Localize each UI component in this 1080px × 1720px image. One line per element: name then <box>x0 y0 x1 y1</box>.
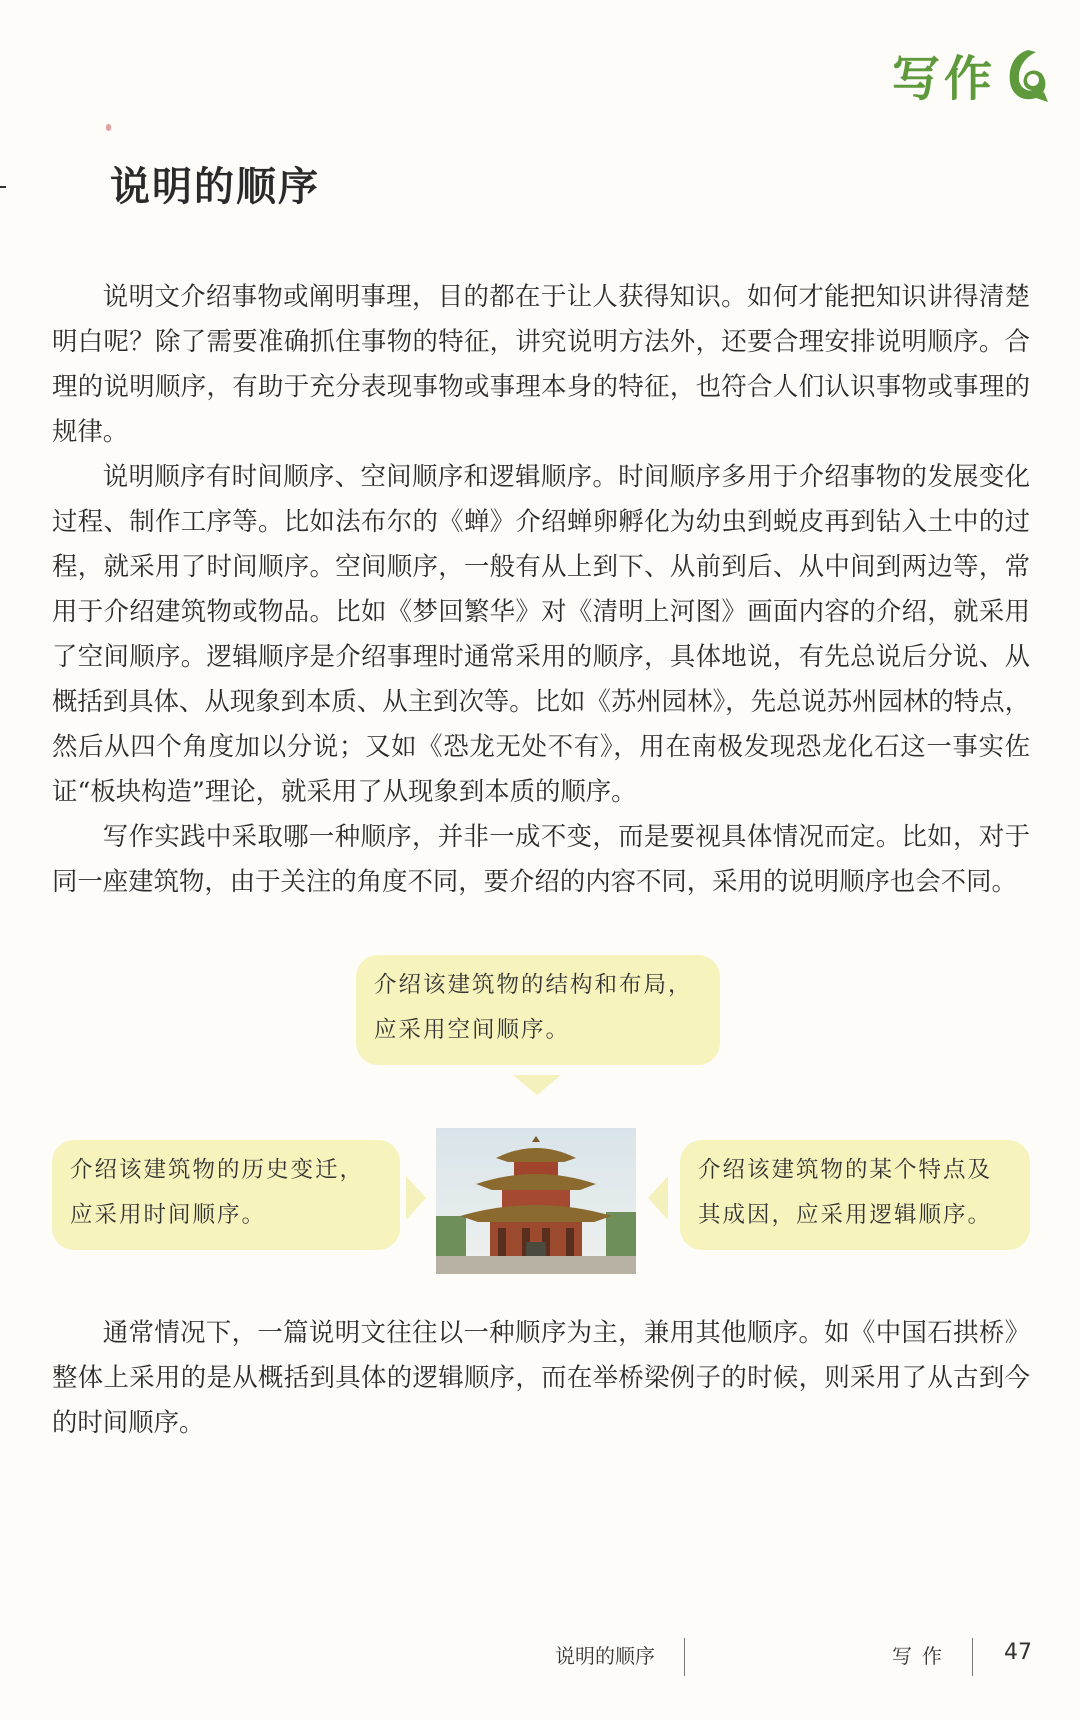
paragraph-types: 说明顺序有时间顺序、空间顺序和逻辑顺序。时间顺序多用于介绍事物的发展变化过程、制作工序等。比如法布尔的《蝉》介绍蝉卵孵化为幼虫到蜕皮再到钻入土中的过程，就采用了时间顺序。空间顺序，一般有从上到下、从前到后、从中间到两边等，常用于介绍建筑物或物品。比如《梦回繁华》对《清明上河图》画面内容的介绍，就采用了空间顺序。逻辑顺序是介绍事理时通常采用的顺序，具体地说，有先总说后分说、从概括到具体、从现象到本质、从主到次等。比如《苏州园林》，先总说苏州园林的特点，然后从四个角度加以分说；又如《恐龙无处不有》，用在南极发现恐龙化石这一事实佐证“板块构造”理论，就采用了从现象到本质的顺序。 <box>52 461 1030 806</box>
arrow-right-icon <box>406 1176 426 1220</box>
section-title: 写作 <box>891 51 996 107</box>
decorative-dot <box>106 124 111 131</box>
pavilion-illustration <box>436 1128 636 1274</box>
arrow-down-icon <box>513 1075 561 1095</box>
footer-section: 写作 <box>892 1644 952 1668</box>
page-number: 47 <box>1004 1640 1032 1665</box>
footer-divider <box>972 1638 973 1676</box>
page-title: 说明的顺序 <box>110 164 320 210</box>
unit-6-badge-icon <box>1006 46 1050 104</box>
paragraph-intro: 说明文介绍事物或阐明事理，目的都在于让人获得知识。如何才能把知识讲得清楚明白呢？除了需要准确抓住事物的特征，讲究说明方法外，还要合理安排说明顺序。合理的说明顺序，有助于充分表现事物或事理本身的特征，也符合人们认识事物或事理的规律。 <box>52 281 1030 446</box>
margin-mark <box>0 186 6 188</box>
paragraph-practice: 写作实践中采取哪一种顺序，并非一成不变，而是要视具体情况而定。比如，对于同一座建筑物，由于关注的角度不同，要介绍的内容不同，采用的说明顺序也会不同。 <box>52 821 1030 896</box>
footer-divider <box>684 1638 685 1676</box>
note-bubble-time: 介绍该建筑物的历史变迁，应采用时间顺序。 <box>52 1140 400 1250</box>
pavilion-photo <box>436 1128 636 1274</box>
note-bubble-spatial: 介绍该建筑物的结构和布局，应采用空间顺序。 <box>356 955 720 1065</box>
section-header <box>892 40 1050 109</box>
footer-chapter: 说明的顺序 <box>555 1644 655 1668</box>
note-bubble-logic: 介绍该建筑物的某个特点及其成因，应采用逻辑顺序。 <box>680 1140 1030 1250</box>
paragraph-closing: 通常情况下，一篇说明文往往以一种顺序为主，兼用其他顺序。如《中国石拱桥》整体上采用的是从概括到具体的逻辑顺序，而在举桥梁例子的时候，则采用了从古到今的时间顺序。 <box>52 1317 1030 1437</box>
body-text-intro <box>52 274 1030 904</box>
body-text-closing <box>52 1310 1030 1445</box>
arrow-left-icon <box>648 1176 668 1220</box>
